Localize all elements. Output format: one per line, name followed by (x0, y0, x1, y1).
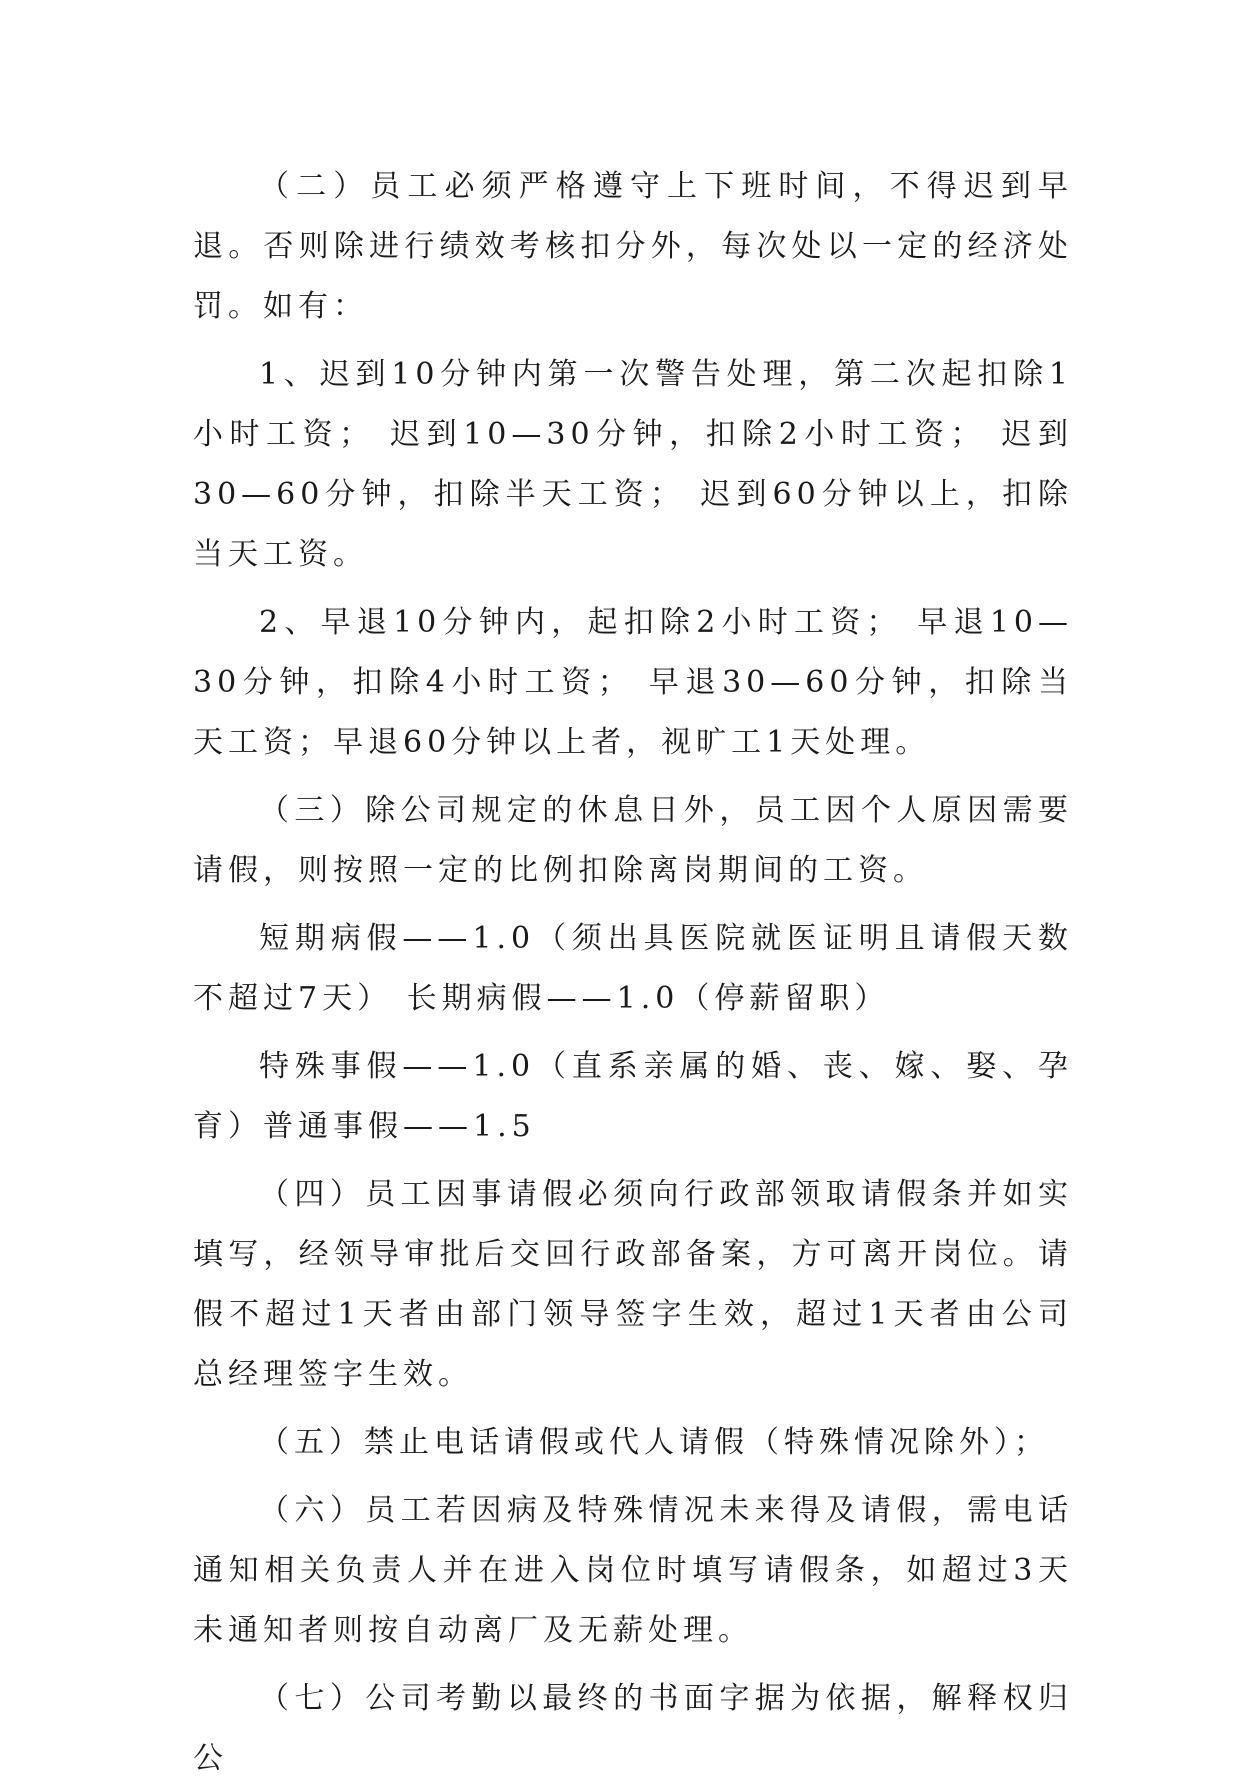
paragraph-section-6: （六）员工若因病及特殊情况未来得及请假，需电话通知相关负责人并在进入岗位时填写请假条，如超过3天未通知者则按自动离厂及无薪处理。 (193, 1493, 1073, 1648)
paragraph-section-2: （二）员工必须严格遵守上下班时间，不得迟到早退。否则除进行绩效考核扣分外，每次处以一定的经济处罚。如有： (193, 169, 1073, 324)
paragraph-early-leave-rules: 2、早退10分钟内，起扣除2小时工资； 早退10—30分钟，扣除4小时工资； 早退30—60分钟，扣除当天工资；早退60分钟以上者，视旷工1天处理。 (193, 605, 1073, 760)
paragraph-section-3: （三）除公司规定的休息日外，员工因个人原因需要请假，则按照一定的比例扣除离岗期间的工资。 (193, 793, 1073, 888)
paragraph-section-7: （七）公司考勤以最终的书面字据为依据，解释权归公 (193, 1681, 1073, 1776)
paragraph-personal-leave: 特殊事假——1.0（直系亲属的婚、丧、嫁、娶、孕育）普通事假——1.5 (193, 1049, 1073, 1144)
paragraph-late-rules: 1、迟到10分钟内第一次警告处理，第二次起扣除1小时工资； 迟到10—30分钟，扣除2小时工资； 迟到30—60分钟，扣除半天工资； 迟到60分钟以上，扣除当天工资。 (193, 357, 1073, 572)
paragraph-section-4: （四）员工因事请假必须向行政部领取请假条并如实填写，经领导审批后交回行政部备案，方可离开岗位。请假不超过1天者由部门领导签字生效，超过1天者由公司总经理签字生效。 (193, 1177, 1073, 1392)
paragraph-sick-leave: 短期病假——1.0（须出具医院就医证明且请假天数不超过7天） 长期病假——1.0（停薪留职） (193, 921, 1073, 1016)
document-body (193, 157, 1073, 1789)
paragraph-section-5: （五）禁止电话请假或代人请假（特殊情况除外）； (259, 1425, 1049, 1460)
